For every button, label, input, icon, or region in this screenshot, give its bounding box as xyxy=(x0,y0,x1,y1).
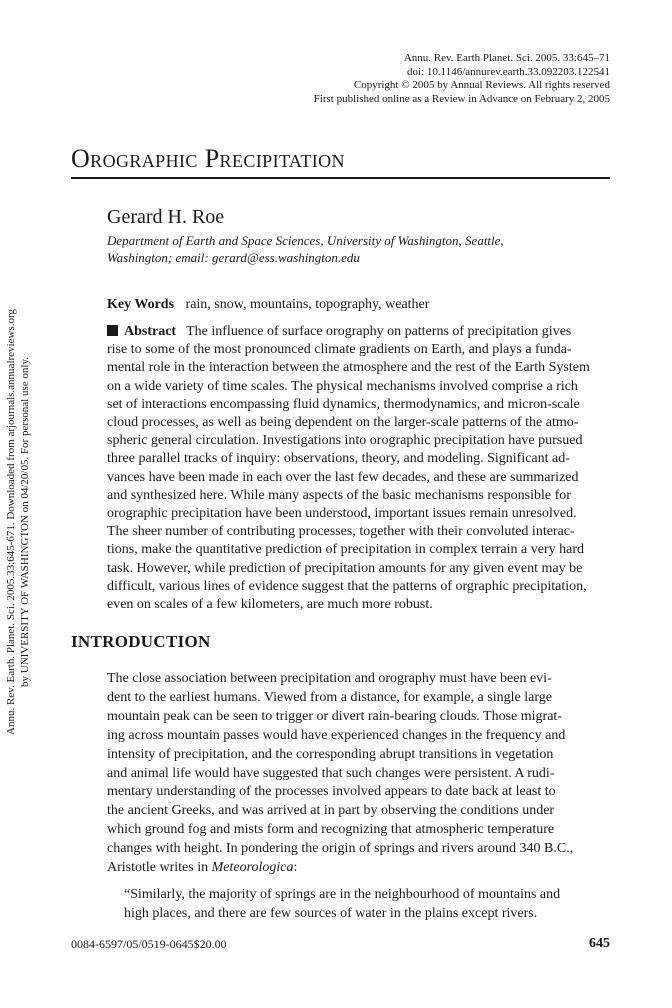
abstract-line: orographic precipitation have been understood, important issues remain unresolved. xyxy=(107,506,577,522)
book-title: Meteorologica xyxy=(211,860,294,876)
intro-line: dent to the earliest humans. Viewed from a distance, for example, a single large xyxy=(107,689,552,705)
keywords xyxy=(107,297,429,313)
intro-line: intensity of precipitation, and the corresponding abrupt transitions in vegetation xyxy=(107,746,554,762)
abstract-line: spheric general circulation. Investigations into orographic precipitation have pursued xyxy=(107,433,583,449)
abstract-line: mental role in the interaction between the atmosphere and the rest of the Earth System xyxy=(107,360,590,376)
intro-line xyxy=(107,859,610,878)
intro-line-text: Aristotle writes in xyxy=(107,860,212,876)
intro-line: changes with height. In pondering the origin of springs and rivers around 340 B.C., xyxy=(107,841,574,857)
download-notice-line: by UNIVERSITY OF WASHINGTON on 04/20/05. For personal use only. xyxy=(19,357,31,687)
doi-line: doi: 10.1146/annurev.earth.33.092203.122541 xyxy=(407,65,610,78)
quote-line: high places, and there are few sources of water in the plains except rivers. xyxy=(124,905,538,921)
affiliation-line: Department of Earth and Space Sciences, University of Washington, Seattle, xyxy=(107,233,504,248)
keywords-label: Key Words xyxy=(107,297,175,312)
section-heading: INTRODUCTION xyxy=(71,632,211,651)
author-name: Gerard H. Roe xyxy=(107,206,225,228)
abstract-line: rise to some of the most pronounced climate gradients on Earth, and plays a funda- xyxy=(107,342,572,358)
abstract-line: The sheer number of contributing processes, together with their convoluted interac- xyxy=(107,524,575,540)
abstract-line: even on scales of a few kilometers, are much more robust. xyxy=(107,597,433,613)
abstract-line: and synthesized here. While many aspects of the basic mechanisms responsible for xyxy=(107,487,571,503)
intro-line: and animal life would have suggested that such changes were persistent. A rudi- xyxy=(107,765,555,781)
abstract xyxy=(107,323,610,614)
intro-line: mentary understanding of the processes involved appears to date back at least to xyxy=(107,784,556,800)
intro-line-punct: : xyxy=(293,860,298,876)
download-notice xyxy=(4,262,48,782)
abstract-line: three parallel tracks of inquiry: observations, theory, and modeling. Significant ad- xyxy=(107,451,570,467)
abstract-label: Abstract xyxy=(124,324,177,339)
affiliation-line: Washington; email: gerard@ess.washington.edu xyxy=(107,250,360,265)
abstract-line: on a wide variety of time scales. The physical mechanisms involved comprise a rich xyxy=(107,378,578,394)
author-affiliation xyxy=(107,232,610,266)
abstract-line-text: The influence of surface orography on patterns of precipitation gives xyxy=(186,324,572,339)
introduction-paragraph xyxy=(107,670,610,878)
block-quote xyxy=(124,886,610,924)
download-notice-line: Annu. Rev. Earth. Planet. Sci. 2005.33:645-671. Downloaded from arjournals.annualreviews.org xyxy=(5,309,17,735)
abstract-line: set of interactions encompassing fluid dynamics, thermodynamics, and micron-scale xyxy=(107,396,580,412)
intro-line: which ground fog and mists form and recognizing that atmospheric temperature xyxy=(107,822,555,838)
copyright-line: Copyright © 2005 by Annual Reviews. All rights reserved xyxy=(353,79,610,91)
abstract-line: tions, make the quantitative prediction of precipitation in complex terrain a very hard xyxy=(107,542,585,558)
abstract-line: cloud processes, as well as being dependent on the larger-scale patterns of the atmo- xyxy=(107,415,579,431)
article-code: 0084-6597/05/0519-0645$20.00 xyxy=(71,937,227,951)
title-rule xyxy=(71,177,610,179)
intro-line: the ancient Greeks, and was arrived at in part by observing the conditions under xyxy=(107,803,555,819)
publication-line: First published online as a Review in Advance on February 2, 2005 xyxy=(313,92,610,105)
quote-line: “Similarly, the majority of springs are in the neighbourhood of mountains and xyxy=(124,887,561,902)
abstract-line: difficult, various lines of evidence suggest that the patterns of orgraphic precipitation, xyxy=(107,578,587,594)
intro-line: ing across mountain passes would have experienced changes in the frequency and xyxy=(107,727,566,743)
page-number: 645 xyxy=(589,936,610,951)
abstract-line: vances have been made in each over the last few decades, and these are summarized xyxy=(107,469,579,485)
abstract-line xyxy=(107,323,610,341)
keywords-text: rain, snow, mountains, topography, weather xyxy=(185,297,430,312)
citation-line: Annu. Rev. Earth Planet. Sci. 2005. 33:645–71 xyxy=(403,52,610,64)
square-bullet-icon xyxy=(107,325,118,336)
journal-header xyxy=(314,52,610,106)
abstract-line: task. However, while prediction of precipitation amounts for any given event may be xyxy=(107,560,583,576)
intro-line: mountain peak can be seen to trigger or divert rain-bearing clouds. Those migrat- xyxy=(107,708,562,724)
article-title: Orographic Precipitation xyxy=(71,144,345,173)
intro-line: The close association between precipitation and orography must have been evi- xyxy=(107,671,552,686)
